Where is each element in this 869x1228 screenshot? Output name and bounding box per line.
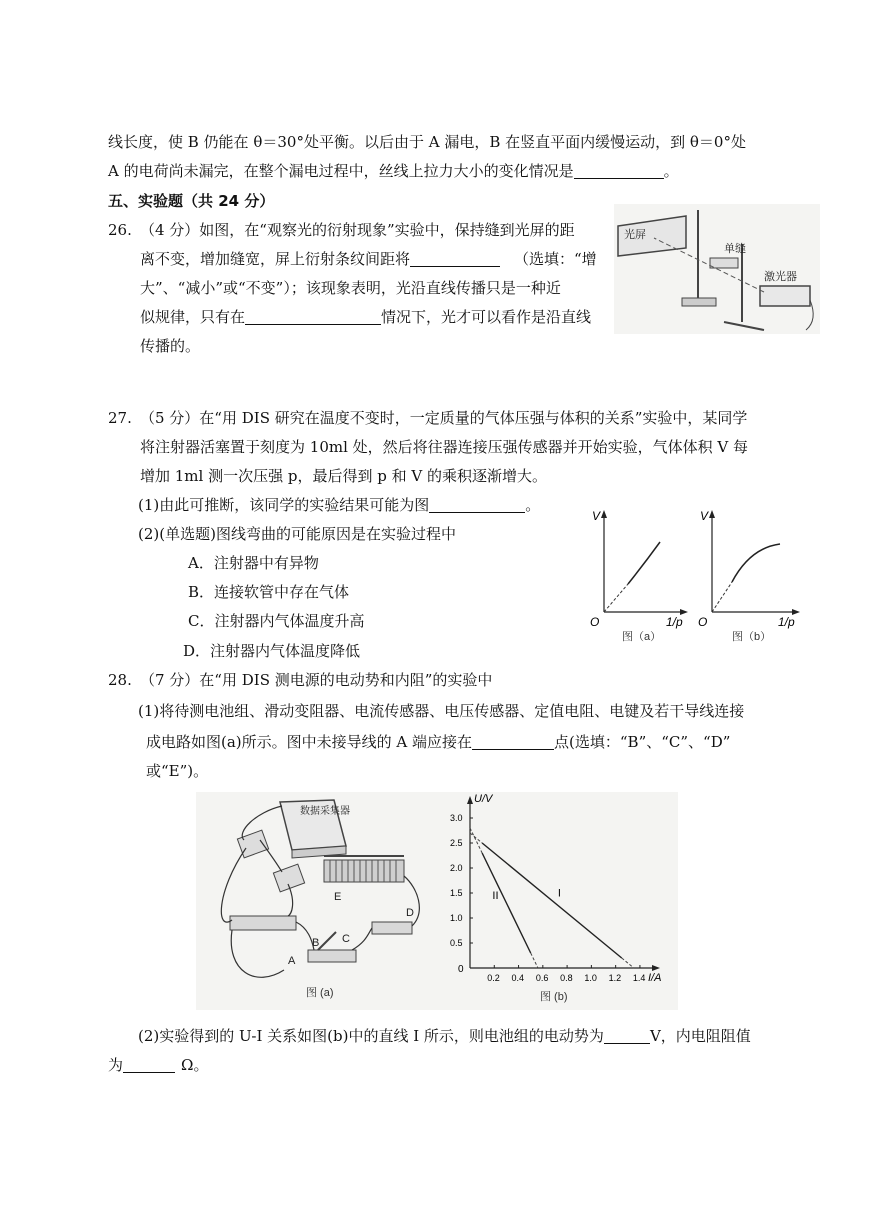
q26-line4: [140, 306, 591, 328]
q27-sub1-end: 。: [525, 496, 541, 514]
q27-sub1: [138, 494, 540, 516]
graph-a-caption: 图（a）: [622, 631, 662, 643]
graph-a-origin: O: [590, 615, 600, 629]
q25-answer-blank[interactable]: [574, 162, 664, 179]
q28-sub1-line3: 或“E”)。: [146, 762, 209, 780]
q28-sub2-line1b: V，内电阻阻值: [649, 1027, 751, 1045]
diffraction-setup-drawing: [614, 204, 820, 334]
chart-series-1-extension-end: [622, 958, 634, 968]
chart-series-2-line: [482, 853, 531, 953]
chart-ylabel: U/V: [474, 793, 493, 805]
q27-line1: （5 分）在“用 DIS 研究在温度不变时，一定质量的气体压强与体积的关系”实验中，某同学: [140, 409, 748, 427]
circuit-drawing: [196, 792, 438, 1010]
graph-b-caption: 图（b）: [732, 631, 772, 643]
q26-line4b: 情况下，光才可以看作是沿直线: [381, 308, 592, 326]
section-title: 五、实验题（共 24 分）: [108, 192, 275, 210]
q28-sub1-line1: (1)将待测电池组、滑动变阻器、电流传感器、电压传感器、定值电阻、电键及若干导线连接: [138, 702, 745, 720]
q28-sub2-line2: [108, 1054, 208, 1076]
chart-x-tick-label: 0.6: [535, 973, 549, 983]
q26-number: 26.: [108, 221, 132, 239]
data-collector-label: 数据采集器: [300, 806, 350, 817]
chart-y-tick-label: 2.5: [450, 838, 463, 848]
q27-sub1-text: (1)由此可推断，该同学的实验结果可能为图: [138, 496, 430, 514]
chart-origin-label: 0: [458, 964, 464, 975]
chart-series-1-line: [482, 843, 622, 958]
chart-y-tick-label: 1.5: [450, 888, 463, 898]
graph-b-origin: O: [698, 615, 708, 629]
terminal-a-label: A: [288, 955, 296, 967]
chart-series-1-extension-start: [470, 833, 482, 843]
graph-b-dashed-extension: [712, 582, 732, 612]
q27-answer-blank[interactable]: [429, 496, 525, 513]
laser-shape: [760, 286, 810, 306]
diffraction-setup-figure: [614, 204, 820, 334]
q27-line2: 将注射器活塞置于刻度为 10ml 处，然后将往器连接压强传感器并开始实验，气体体积 V 每: [140, 438, 749, 456]
q27-option-b[interactable]: B．连接软管中存在气体: [188, 583, 350, 601]
graph-a-ylabel: V: [592, 509, 601, 523]
chart-y-tick-label: 1.0: [450, 913, 463, 923]
q25-line1: 线长度，使 B 仍能在 θ＝30°处平衡。以后由于 A 漏电，B 在竖直平面内缓慢运动，到 θ＝0°处: [108, 133, 746, 151]
chart-x-tick-label: 0.2: [487, 973, 500, 983]
graph-b-curve: [732, 544, 780, 582]
ui-chart-figure: [438, 792, 678, 1010]
q26-line2: [140, 248, 597, 270]
graph-a-curve: [628, 542, 660, 584]
chart-x-tick-label: 1.2: [608, 973, 622, 983]
circuit-figure: [196, 792, 438, 1010]
chart-x-tick-label: 0.8: [560, 973, 573, 983]
q28-line1: （7 分）在“用 DIS 测电源的电动势和内阻”的实验中: [140, 671, 493, 689]
q27-option-d[interactable]: D．注射器内气体温度降低: [183, 642, 361, 660]
circuit-caption: 图 (a): [306, 987, 334, 999]
chart-x-arrow: [652, 965, 660, 971]
chart-y-arrow: [467, 796, 473, 804]
graph-a-dashed-extension: [604, 584, 628, 612]
chart-x-tick-label: 0.4: [511, 973, 525, 983]
q26-answer-blank-2[interactable]: [245, 308, 381, 325]
chart-y-tick-label: 2.0: [450, 863, 463, 873]
graph-b-xlabel: 1/p: [778, 615, 795, 629]
q28-sub1-line2: [146, 731, 730, 753]
graph-b-svg: [692, 504, 804, 644]
chart-series-2-extension-end: [531, 953, 538, 968]
graph-a-svg: [584, 504, 690, 644]
q26-answer-blank-1[interactable]: [410, 250, 500, 267]
slit-label: 单缝: [724, 243, 746, 255]
chart-x-tick-label: 1.4: [632, 973, 646, 983]
q25-line2: [108, 160, 679, 182]
chart-x-tick-label: 1.0: [584, 973, 597, 983]
chart-y-tick-label: 3.0: [450, 813, 463, 823]
screen-label: 光屏: [624, 229, 646, 241]
q26-line2b: （选填：“增: [514, 250, 597, 268]
q26-line1: （4 分）如图，在“观察光的衍射现象”实验中，保持缝到光屏的距: [140, 221, 575, 239]
q25-line2-text: A 的电荷尚未漏完，在整个漏电过程中，丝线上拉力大小的变化情况是: [108, 162, 574, 180]
graph-b: [692, 504, 804, 644]
q28-sub1-line2b: 点(选填：“B”、“C”、“D”: [554, 733, 731, 751]
graph-b-ylabel: V: [700, 509, 709, 523]
chart-caption: 图 (b): [540, 991, 568, 1003]
q27-option-c[interactable]: C．注射器内气体温度升高: [188, 612, 365, 630]
fixed-resistor-shape: [372, 922, 412, 934]
q27-option-a[interactable]: A．注射器中有异物: [188, 554, 319, 572]
battery-pack-shape: [230, 916, 296, 930]
q28-sub2-line2b: Ω。: [181, 1056, 209, 1074]
ui-chart-svg: [438, 792, 678, 1010]
q28-sub2-line1: [138, 1025, 751, 1047]
q27-line3: 增加 1ml 测一次压强 p，最后得到 p 和 V 的乘积逐渐增大。: [140, 467, 547, 485]
terminal-d-label: D: [406, 907, 414, 919]
q28-answer-blank-resistance[interactable]: [123, 1056, 175, 1073]
chart-series-2-label: II: [492, 890, 499, 902]
q28-answer-blank-1[interactable]: [472, 733, 554, 750]
terminal-e-label: E: [334, 891, 342, 903]
q25-line2-end: 。: [663, 162, 679, 180]
q26-line5: 传播的。: [140, 337, 201, 355]
laser-label: 激光器: [764, 271, 797, 283]
q27-number: 27.: [108, 409, 132, 427]
terminal-b-label: B: [312, 937, 320, 949]
chart-series-2-extension-start: [470, 828, 482, 853]
q28-number: 28.: [108, 671, 132, 689]
q28-sub2-line1a: (2)实验得到的 U-I 关系如图(b)中的直线 I 所示，则电池组的电动势为: [138, 1027, 604, 1045]
chart-xlabel: I/A: [648, 972, 662, 984]
q26-line2a: 离不变，增加缝宽，屏上衍射条纹间距将: [140, 250, 411, 268]
chart-y-tick-label: 0.5: [450, 938, 463, 948]
q26-line3: 大”、“减小”或“不变”）；该现象表明，光沿直线传播只是一种近: [140, 279, 561, 297]
graph-a-xlabel: 1/p: [666, 615, 683, 629]
terminal-c-label: C: [342, 933, 350, 945]
q27-sub2: (2)(单选题)图线弯曲的可能原因是在实验过程中: [138, 525, 456, 543]
switch-shape: [308, 950, 356, 962]
q28-answer-blank-emf[interactable]: [604, 1027, 650, 1044]
graph-a: [584, 504, 690, 644]
q28-sub1-line2a: 成电路如图(a)所示。图中未接导线的 A 端应接在: [146, 733, 473, 751]
slit-shape: [710, 258, 738, 268]
chart-series-1-label: I: [557, 887, 561, 900]
q28-sub2-line2a: 为: [108, 1056, 124, 1074]
q26-line4a: 似规律，只有在: [140, 308, 246, 326]
